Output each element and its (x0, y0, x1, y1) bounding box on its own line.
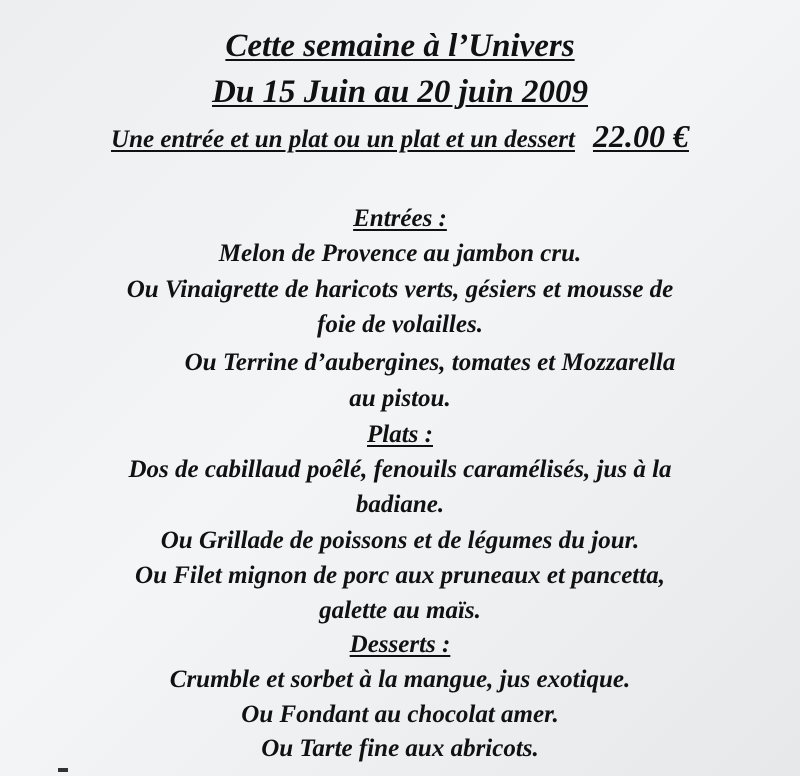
menu-item: badiane. (355, 491, 445, 518)
menu-price: 22.00 € (592, 118, 689, 154)
menu-offer: Une entrée et un plat ou un plat et un dessert (111, 126, 575, 153)
menu-item: Ou Tarte fine aux abricots. (261, 735, 539, 762)
section-heading-entrees: Entrées : (353, 205, 447, 232)
menu-item: au pistou. (349, 385, 451, 412)
menu-item: Ou Fondant au chocolat amer. (241, 701, 559, 728)
menu-item: Melon de Provence au jambon cru. (218, 240, 582, 267)
menu-title: Cette semaine à l’Univers (225, 28, 575, 64)
menu-item: Ou Vinaigrette de haricots verts, gésiers et mousse de (126, 276, 674, 303)
menu-item: Dos de cabillaud poêlé, fenouils caramélisés, jus à la (128, 456, 672, 483)
menu-dates: Du 15 Juin au 20 juin 2009 (212, 74, 588, 110)
menu-item: Ou Grillade de poissons et de légumes du jour. (160, 527, 640, 554)
menu-item: Crumble et sorbet à la mangue, jus exotique. (169, 666, 631, 693)
menu-item: Ou Terrine d’aubergines, tomates et Mozzarella (184, 349, 676, 376)
menu-item: galette au maïs. (319, 597, 481, 624)
menu-offer-line (0, 120, 800, 152)
menu-item: foie de volailles. (317, 311, 483, 338)
menu-item: Ou Filet mignon de porc aux pruneaux et pancetta, (135, 562, 665, 589)
section-heading-plats: Plats : (367, 421, 433, 448)
cut-off-text-fragment (58, 768, 68, 772)
section-heading-desserts: Desserts : (349, 631, 451, 658)
